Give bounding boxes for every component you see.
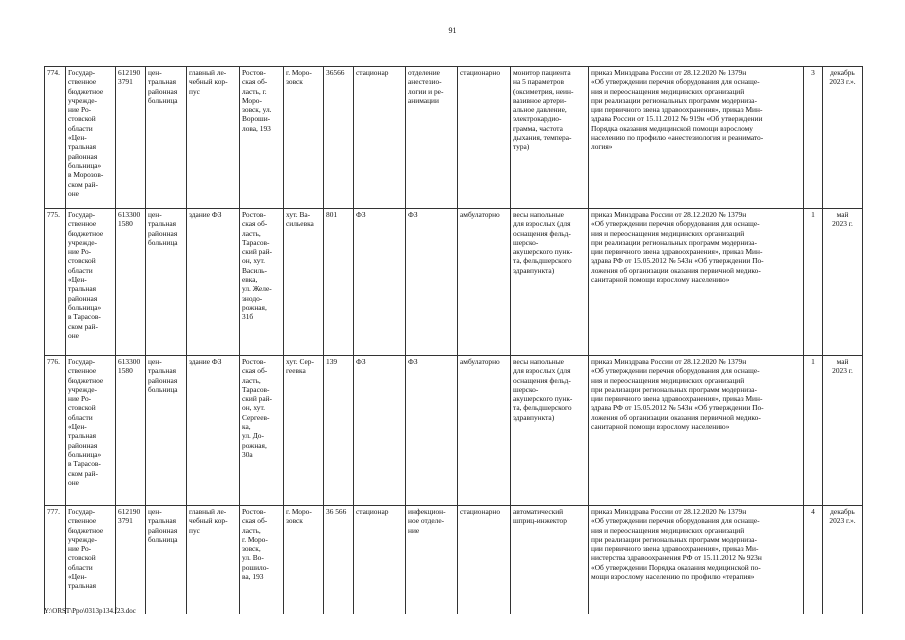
equipment: весы напольные для взрослых (для оснащения фельд- шерско- акушерского пунк- та, фельдшерского здравпункта) (511, 209, 589, 356)
quantity: 4 (804, 506, 823, 615)
unit-type: ФЗ (354, 209, 406, 356)
table-row (45, 356, 863, 506)
institution-type: цен- тральная районная больница (146, 209, 187, 356)
deadline: декабрь 2023 г.». (823, 506, 863, 615)
locality: хут. Сер- геевка (284, 356, 324, 506)
institution-code: 612190 3791 (116, 506, 146, 615)
institution-code: 613300 1580 (116, 209, 146, 356)
table-row (45, 209, 863, 356)
department: отделение анестезио- логии и ре- анимации (406, 67, 458, 209)
address: Ростов- ская об- ласть, Тарасов- ский рай- он, хут. Сергеев- ка, ул. До- рожная, 30а (240, 356, 284, 506)
legal-basis: приказ Минздрава России от 28.12.2020 № 1379н «Об утверждении перечня оборудования для оснаще- ния и переоснащения медицинских организаций при реализации региональных программ модерниза- ции первичного звена здравоохранения», приказ Мин- здрава РФ от 15.05.2012 № 543н «Об утверждении По- ложения об организации оказания первичной медико- санитарной помощи взрослому населению» (589, 209, 804, 356)
institution-name: Государ- ственное бюджетное учрежде- ние Ро- стовской области «Цен- тральная районная больница» в Тарасов- ском рай- оне (66, 356, 116, 506)
department: ФЗ (406, 209, 458, 356)
row-number: 776. (45, 356, 66, 506)
page-number: 91 (448, 26, 457, 35)
department: инфекцион- ное отделе- ние (406, 506, 458, 615)
institution-name: Государ- ственное бюджетное учрежде- ние Ро- стовской области «Цен- тральная (66, 506, 116, 615)
legal-basis: приказ Минздрава России от 28.12.2020 № 1379н «Об утверждении перечня оборудования для оснаще- ния и переоснащения медицинских организаций при реализации региональных программ модерниза- ции первичного звена здравоохранения», приказ Мин- здрава РФ от 15.05.2012 № 543н «Об утверждении По- ложения об организации оказания первичной медико- санитарной помощи взрослому населению» (589, 356, 804, 506)
address: Ростов- ская об- ласть, Тарасов- ский рай- он, хут. Василь- евка, ул. Желе- знодо- рожная, 31б (240, 209, 284, 356)
institution-type: цен- тральная районная больница (146, 356, 187, 506)
locality: хут. Ва- сильевка (284, 209, 324, 356)
deadline: май 2023 г. (823, 356, 863, 506)
department: ФЗ (406, 356, 458, 506)
institution-name: Государ- ственное бюджетное учрежде- ние Ро- стовской области «Цен- тральная районная больница» в Тарасов- ском рай- оне (66, 209, 116, 356)
equipment: монитор пациента на 5 параметров (оксиметрия, неин- вазивное артери- альное давление, электрокардио- грамма, частота дыхания, темпера- тура) (511, 67, 589, 209)
equipment: автоматический шприц-инжектор (511, 506, 589, 615)
deadline: май 2023 г. (823, 209, 863, 356)
row-number: 777. (45, 506, 66, 615)
care-form: стационарно (458, 67, 511, 209)
building: главный ле- чебный кор- пус (187, 506, 240, 615)
legal-basis: приказ Минздрава России от 28.12.2020 № 1379н «Об утверждении перечня оборудования для оснаще- ния и переоснащения медицинских организаций при реализации региональных программ модерниза- ции первичного звена здравоохранения», приказ Ми- нистерства здравоохранения РФ от 15.11.2012 № 923н «Об утверждении Порядка оказания медицинской по- мощи взрослому населению по профилю «терапия» (589, 506, 804, 615)
locality: г. Моро- зовск (284, 506, 324, 615)
quantity: 1 (804, 209, 823, 356)
institution-type: цен- тральная районная больница (146, 67, 187, 209)
institution-code: 613300 1580 (116, 356, 146, 506)
quantity: 1 (804, 356, 823, 506)
address: Ростов- ская об- ласть, г. Моро- зовск, ул. Во- рошило- ва, 193 (240, 506, 284, 615)
care-form: стационарно (458, 506, 511, 615)
building: главный ле- чебный кор- пус (187, 67, 240, 209)
institution-type: цен- тральная районная больница (146, 506, 187, 615)
building: здание ФЗ (187, 209, 240, 356)
address: Ростов- ская об- ласть, г. Моро- зовск, ул. Вороши- лова, 193 (240, 67, 284, 209)
row-number: 774. (45, 67, 66, 209)
population: 36 566 (324, 506, 354, 615)
institution-code: 612190 3791 (116, 67, 146, 209)
table-row (45, 506, 863, 615)
table-row (45, 67, 863, 209)
population: 801 (324, 209, 354, 356)
locality: г. Моро- зовск (284, 67, 324, 209)
unit-type: стационар (354, 67, 406, 209)
care-form: амбулаторно (458, 209, 511, 356)
building: здание ФЗ (187, 356, 240, 506)
quantity: 3 (804, 67, 823, 209)
deadline: декабрь 2023 г.». (823, 67, 863, 209)
row-number: 775. (45, 209, 66, 356)
care-form: амбулаторно (458, 356, 511, 506)
legal-basis: приказ Минздрава России от 28.12.2020 № 1379н «Об утверждении перечня оборудования для оснаще- ния и переоснащения медицинских организаций при реализации региональных программ модерниза- ции первичного звена здравоохранения», приказ Мин- здрава России от 15.11.2012 № 919н «Об утверждении Порядка оказания медицинской помощи взрослому населению по профилю «анестезиология и реанимато- логия» (589, 67, 804, 209)
population: 36566 (324, 67, 354, 209)
unit-type: ФЗ (354, 356, 406, 506)
equipment-table (44, 66, 863, 614)
institution-name: Государ- ственное бюджетное учрежде- ние Ро- стовской области «Цен- тральная районная больница» в Морозов- ском рай- оне (66, 67, 116, 209)
population: 139 (324, 356, 354, 506)
equipment: весы напольные для взрослых (для оснащения фельд- шерско- акушерского пунк- та, фельдшерского здравпункта) (511, 356, 589, 506)
unit-type: стационар (354, 506, 406, 615)
file-path-footer: Y:\ORST\Ppo\0313p134.f23.doc (44, 607, 136, 615)
